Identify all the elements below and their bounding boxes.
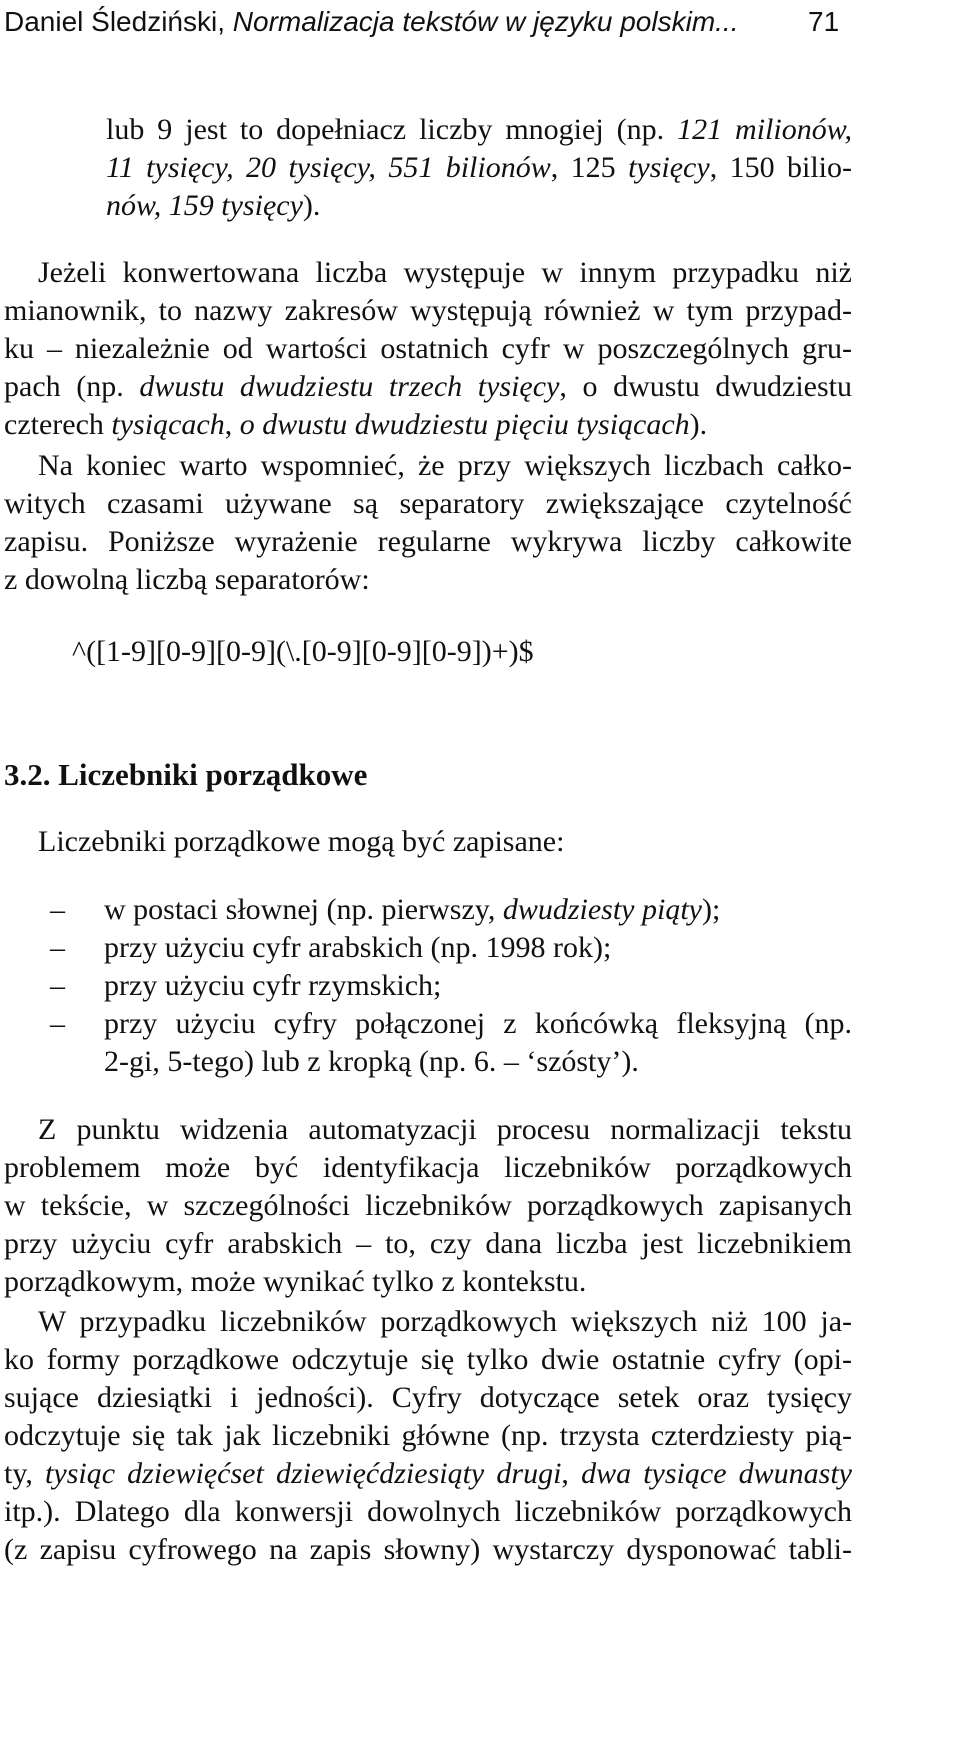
dash-bullet: – (50, 931, 65, 964)
text-span: ). (689, 408, 708, 441)
text-span: czterech (4, 408, 112, 441)
paragraph-line (106, 110, 852, 150)
text-span: zapisu. Poniższe wyrażenie regularne wykrywa liczby całkowite (4, 525, 852, 558)
list-item-text: przy użyciu cyfr arabskich (np. 1998 rok); (104, 931, 612, 964)
text-span: dwustu dwudziestu trzech tysięcy (139, 370, 560, 403)
paragraph-line (4, 291, 852, 331)
paragraph-line (4, 1262, 586, 1302)
header-author: Daniel Śledziński, (4, 6, 233, 37)
text-span: , 150 bilio- (709, 151, 853, 184)
paragraph-line (38, 1302, 852, 1342)
text-span: problemem może być identyfikacja liczebników porządkowych (4, 1151, 852, 1184)
paragraph-line (4, 1530, 852, 1570)
text-span: ). (302, 189, 321, 222)
text-span: 121 milionów, (677, 113, 853, 146)
dash-bullet: – (50, 1007, 65, 1040)
text-span: o dwustu dwudziestu pięciu tysiącach (239, 408, 690, 441)
section-heading: 3.2. Liczebniki porządkowe (4, 757, 368, 792)
text-span: ); (701, 893, 721, 926)
paragraph-line (4, 484, 852, 524)
paragraph-line (4, 1378, 852, 1418)
text-span: , 125 (550, 151, 629, 184)
paragraph-line (4, 405, 707, 445)
list-item-text: przy użyciu cyfr rzymskich; (104, 969, 442, 1002)
text-span: , (224, 408, 240, 441)
page-number: 71 (808, 6, 840, 37)
list-item-text (104, 890, 720, 930)
dash-bullet: – (50, 893, 65, 926)
text-span: itp.). Dlatego dla konwersji dowolnych liczebników porządkowych (4, 1495, 852, 1528)
text-span: , (487, 893, 503, 926)
text-span: dwudziesty piąty (502, 893, 702, 926)
text-span: , (25, 1457, 46, 1490)
text-span: mianownik, to nazwy zakresów występują również w tym przypad- (4, 294, 852, 327)
text-span: ko formy porządkowe odczytuje się tylko dwie ostatnie cyfry (opi- (4, 1343, 852, 1376)
paragraph-line (4, 329, 852, 369)
text-span: pach (np. (4, 370, 140, 403)
text-span: 11 tysięcy, 20 tysięcy, 551 bilionów (106, 151, 551, 184)
text-span: (z zapisu cyfrowego na zapis słowny) wystarczy dysponować tabli- (4, 1533, 852, 1566)
text-span: Z punktu widzenia automatyzacji procesu normalizacji tekstu (38, 1113, 852, 1146)
text-span: przy użyciu cyfry połączonej z końcówką fleksyjną (np. (104, 1007, 852, 1040)
text-span: W przypadku liczebników porządkowych większych niż 100 ja- (38, 1305, 852, 1338)
text-span: odczytuje się tak jak liczebniki główne (np. (4, 1419, 560, 1452)
text-span: ku – niezależnie od wartości ostatnich cyfr w poszczególnych gru- (4, 332, 852, 365)
header-title: Normalizacja tekstów w języku polskim... (232, 6, 739, 37)
paragraph-line (4, 1492, 852, 1532)
paragraph-line (4, 1416, 852, 1456)
text-span: w postaci słownej (np. (104, 893, 382, 926)
paragraph-line (38, 446, 852, 486)
paragraph-line (4, 367, 852, 407)
text-span: witych czasami używane są separatory zwiększające czytelność (4, 487, 852, 520)
text-span: sujące dziesiątki i jedności). Cyfry dotyczące setek oraz tysięcy (4, 1381, 852, 1414)
text-span: w tekście, w szczególności liczebników porządkowych zapisanych (4, 1189, 852, 1222)
text-span: tysiącach (111, 408, 225, 441)
text-span: nów, 159 tysięcy (106, 189, 303, 222)
text-span: porządkowym, może wynikać tylko z kontekstu. (4, 1265, 587, 1298)
text-span: Jeżeli konwertowana liczba występuje w innym przypadku niż (38, 256, 852, 289)
regex-expression: ^([1-9][0-9][0-9](\.[0-9][0-9][0-9])+)$ (72, 635, 534, 668)
list-item-text (104, 1004, 852, 1044)
paragraph-line (4, 1224, 852, 1264)
paragraph-line (106, 186, 320, 226)
text-span: tysiąc dziewięćset dziewięćdziesiąty drugi (45, 1457, 562, 1490)
paragraph-line (4, 522, 852, 562)
text-span: tysięcy (628, 151, 710, 184)
text-span: ty (4, 1457, 26, 1490)
paragraph-line (4, 560, 370, 600)
text-span: przy użyciu cyfr arabskich – to, czy dana liczba jest liczebnikiem (4, 1227, 852, 1260)
list-intro: Liczebniki porządkowe mogą być zapisane: (38, 825, 565, 858)
list-item-text: 2-gi, 5-tego) lub z kropką (np. 6. – ‘szósty’). (104, 1045, 639, 1078)
paragraph-line (38, 253, 852, 293)
text-span: dwa tysiące dwunasty (581, 1457, 853, 1490)
text-span: lub 9 jest to dopełniacz liczby mnogiej (np. (106, 113, 678, 146)
paragraph-line (4, 1186, 852, 1226)
paragraph-line (4, 1340, 852, 1380)
text-span: Na koniec warto wspomnieć, że przy większych liczbach całko- (38, 449, 852, 482)
text-span: trzysta czterdziesty pią- (559, 1419, 852, 1452)
paragraph-line (4, 1148, 852, 1188)
text-span: , o dwustu dwudziestu (559, 370, 852, 403)
paragraph-line (106, 148, 852, 188)
text-span: pierwszy (381, 893, 488, 926)
paragraph-line (4, 1454, 852, 1494)
paragraph-line (38, 1110, 852, 1150)
running-header (4, 0, 844, 45)
dash-bullet: – (50, 969, 65, 1002)
text-span: z dowolną liczbą separatorów: (4, 563, 370, 596)
text-span: , (561, 1457, 582, 1490)
